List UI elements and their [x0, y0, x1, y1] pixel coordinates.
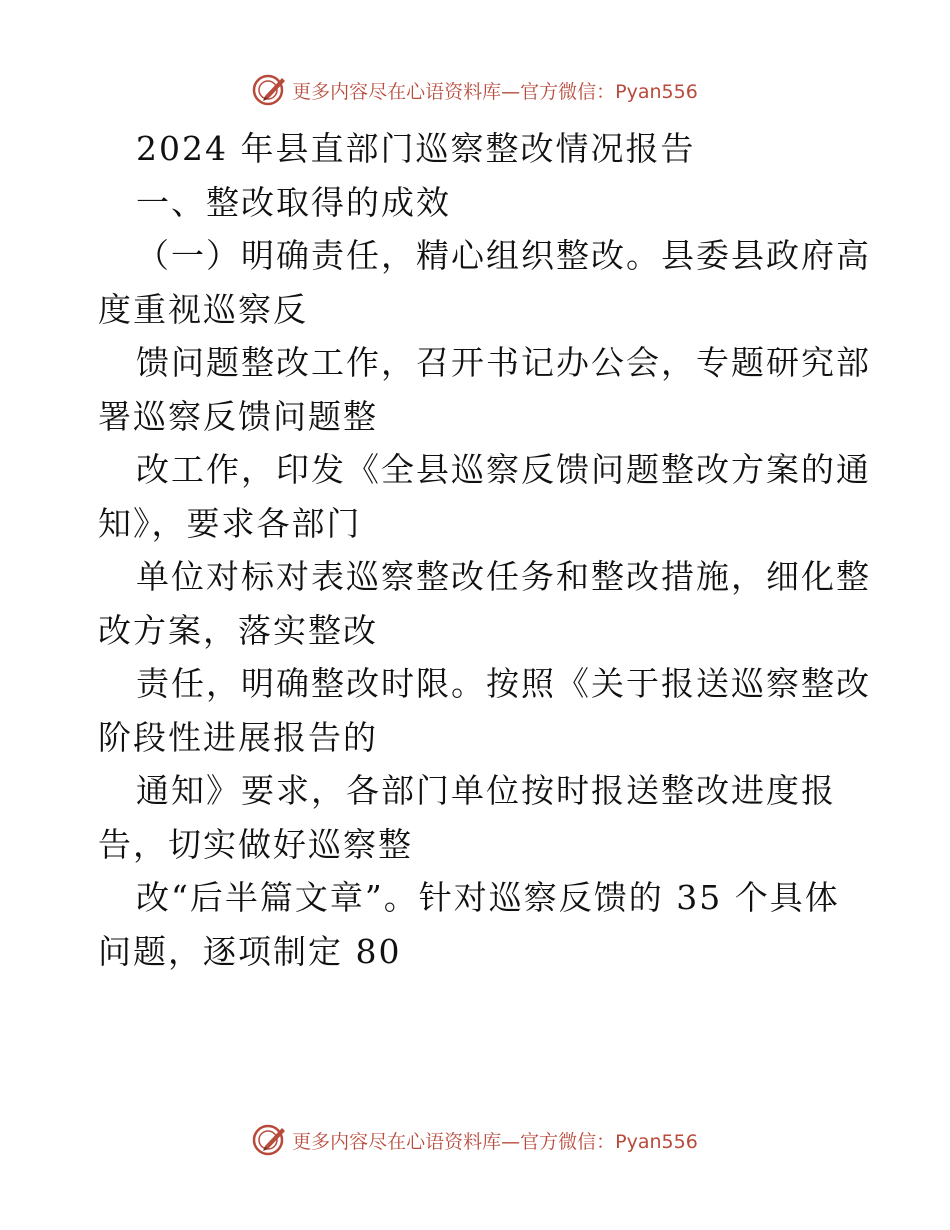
footer-banner-text: 更多内容尽在心语资料库—官方微信：Pyan556 — [292, 1130, 698, 1153]
header-banner-text: 更多内容尽在心语资料库—官方微信：Pyan556 — [292, 80, 698, 103]
paragraph-line: 通知》要求，各部门单位按时报送整改进度报 — [136, 771, 836, 810]
document-body — [98, 122, 871, 978]
pen-logo-icon — [252, 72, 288, 108]
paragraph-line: （一）明确责任，精心组织整改。县委县政府高 — [136, 236, 871, 275]
paragraph-line: 阶段性进展报告的 — [98, 717, 378, 757]
paragraph-line: 改方案，落实整改 — [98, 610, 378, 650]
paragraph-line: 单位对标对表巡察整改任务和整改措施，细化整 — [136, 557, 871, 596]
paragraph-line: 署巡察反馈问题整 — [98, 396, 378, 436]
pen-logo-icon — [252, 1122, 288, 1158]
paragraph-line: 馈问题整改工作，召开书记办公会，专题研究部 — [136, 343, 871, 382]
paragraph-line: 知》，要求各部门 — [98, 503, 362, 543]
doc-title: 2024 年县直部门巡察整改情况报告 — [136, 129, 696, 168]
header-banner — [0, 70, 950, 110]
paragraph-line: 告，切实做好巡察整 — [98, 824, 413, 864]
paragraph-line: 度重视巡察反 — [98, 289, 308, 329]
section-heading: 一、整改取得的成效 — [136, 182, 451, 222]
paragraph-line: 改“后半篇文章”。针对巡察反馈的 35 个具体 — [136, 878, 840, 917]
paragraph-line: 责任，明确整改时限。按照《关于报送巡察整改 — [136, 664, 871, 703]
paragraph-line: 问题，逐项制定 80 — [98, 931, 402, 971]
paragraph-line: 改工作，印发《全县巡察反馈问题整改方案的通 — [136, 450, 871, 489]
footer-banner — [0, 1120, 950, 1160]
